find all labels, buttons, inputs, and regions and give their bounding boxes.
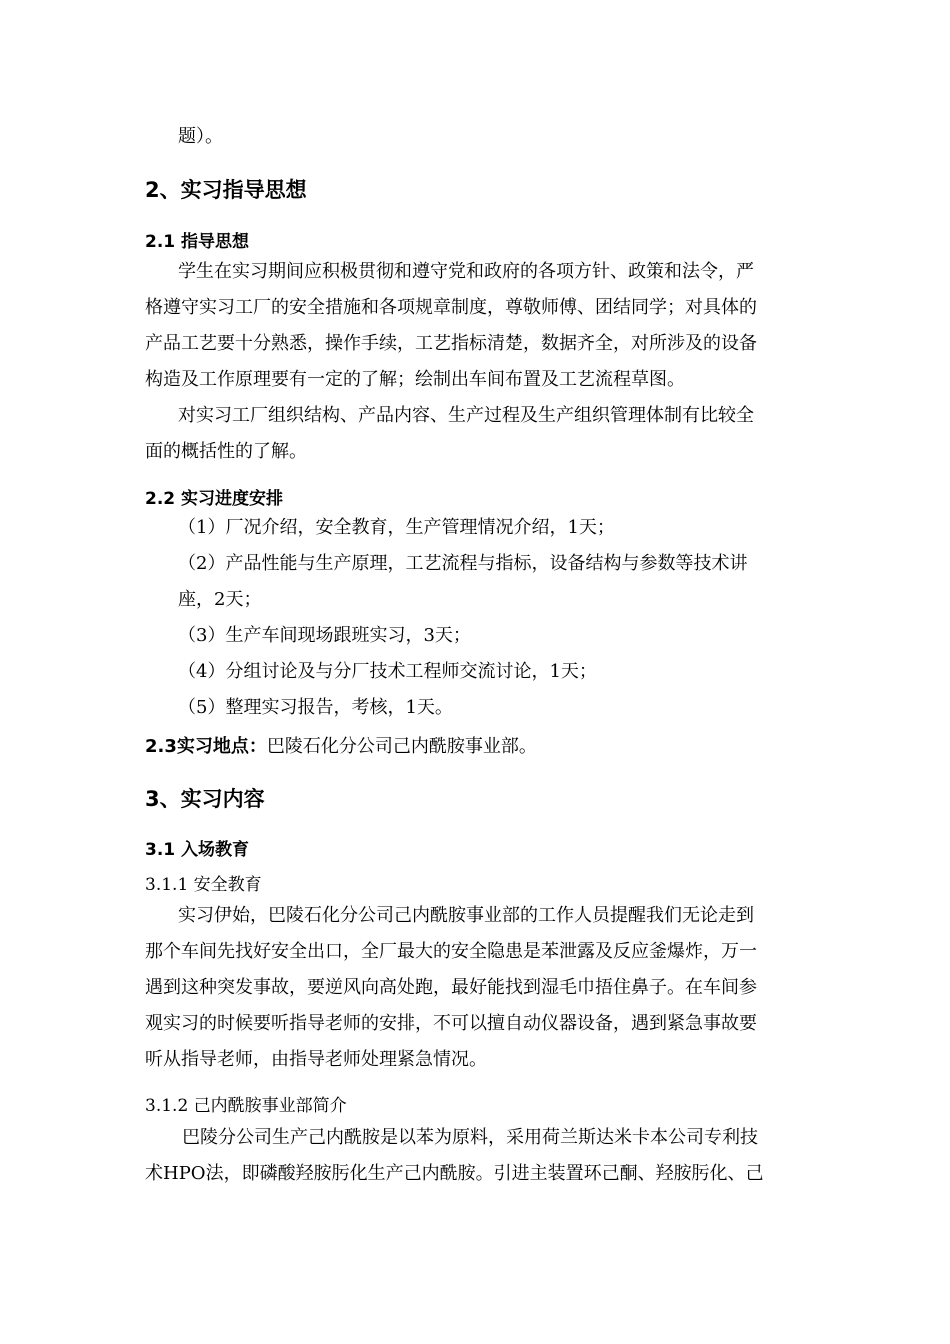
schedule-item: （4）分组讨论及与分厂技术工程师交流讨论，1天；	[178, 661, 597, 682]
text-line: 构造及工作原理要有一定的了解；绘制出车间布置及工艺流程草图。	[145, 369, 685, 390]
text-line: 学生在实习期间应积极贯彻和遵守党和政府的各项方针、政策和法令，严	[178, 261, 754, 282]
paragraph-continuation: 题）。	[178, 126, 223, 147]
subsection-heading-3-1-1: 3.1.1 安全教育	[145, 875, 262, 895]
schedule-item: （5）整理实习报告，考核，1天。	[178, 697, 453, 718]
subsection-heading-2-2: 2.2 实习进度安排	[145, 489, 284, 509]
text-line: 格遵守实习工厂的安全措施和各项规章制度，尊敬师傅、团结同学；对具体的	[145, 297, 757, 318]
text-line: 面的概括性的了解。	[145, 441, 307, 462]
location-label: 2.3实习地点：	[145, 736, 267, 757]
schedule-item: （3）生产车间现场跟班实习，3天；	[178, 625, 471, 646]
text-line: 术HPO法，即磷酸羟胺肟化生产己内酰胺。引进主装置环己酮、羟胺肟化、己	[145, 1163, 764, 1184]
paragraph-guiding-thought	[145, 254, 805, 470]
text-line: 那个车间先找好安全出口，全厂最大的安全隐患是苯泄露及反应釜爆炸，万一	[145, 941, 757, 962]
paragraph-safety-education	[145, 898, 805, 1078]
schedule-item-continuation: 座，2天；	[178, 589, 262, 610]
text-line: 遇到这种突发事故，要逆风向高处跑，最好能找到湿毛巾捂住鼻子。在车间参	[145, 977, 757, 998]
section-heading-2: 2、实习指导思想	[145, 178, 307, 202]
subsection-heading-2-1: 2.1 指导思想	[145, 232, 250, 252]
text-line: 对实习工厂组织结构、产品内容、生产过程及生产组织管理体制有比较全	[178, 405, 754, 426]
subsection-heading-3-1: 3.1 入场教育	[145, 840, 250, 860]
subsection-heading-3-1-2: 3.1.2 己内酰胺事业部简介	[145, 1096, 347, 1116]
schedule-item: （2）产品性能与生产原理，工艺流程与指标，设备结构与参数等技术讲	[178, 553, 748, 574]
text-line: 产品工艺要十分熟悉，操作手续，工艺指标清楚，数据齐全，对所涉及的设备	[145, 333, 757, 354]
schedule-list	[145, 510, 805, 726]
subsection-heading-2-3	[145, 729, 537, 765]
schedule-item: （1）厂况介绍，安全教育，生产管理情况介绍，1天；	[178, 517, 615, 538]
paragraph-department-intro	[145, 1120, 805, 1192]
location-value: 巴陵石化分公司己内酰胺事业部。	[266, 736, 537, 757]
text-line: 观实习的时候要听指导老师的安排，不可以擅自动仪器设备，遇到紧急事故要	[145, 1013, 757, 1034]
text-line: 听从指导老师，由指导老师处理紧急情况。	[145, 1049, 487, 1070]
text-line: 实习伊始，巴陵石化分公司己内酰胺事业部的工作人员提醒我们无论走到	[178, 905, 754, 926]
text-line: 巴陵分公司生产己内酰胺是以苯为原料，采用荷兰斯达米卡本公司专利技	[182, 1127, 758, 1148]
section-heading-3: 3、实习内容	[145, 787, 265, 811]
